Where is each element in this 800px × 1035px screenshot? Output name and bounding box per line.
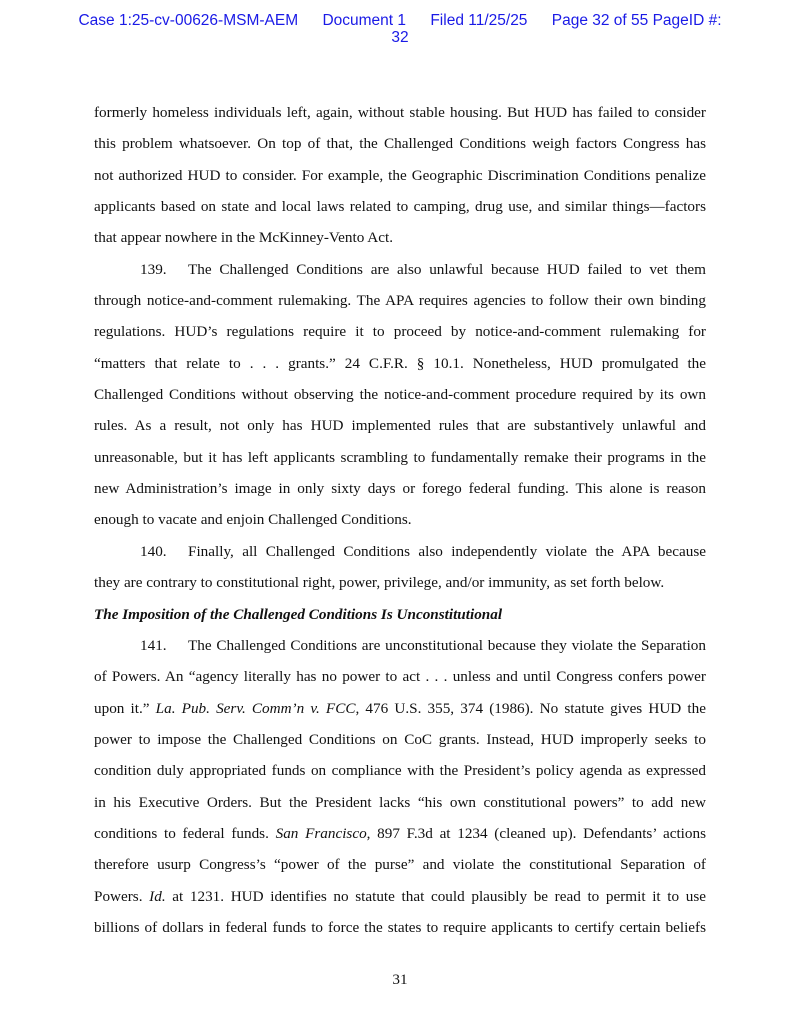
text-segment: “matters that relate to . . . grants.” 24 C.F.R. § 10.1. Nonetheless, HUD promulgated the bbox=[94, 354, 706, 372]
paragraph-number: 139. bbox=[140, 260, 167, 278]
paragraph-start-line bbox=[94, 254, 706, 285]
text-line bbox=[94, 222, 706, 253]
text-line bbox=[94, 97, 706, 128]
paragraph-number: 141. bbox=[140, 636, 167, 654]
document-body bbox=[94, 97, 706, 943]
text-line bbox=[94, 410, 706, 441]
case-number: Case 1:25-cv-00626-MSM-AEM bbox=[78, 12, 299, 29]
case-citation: La. Pub. Serv. Comm’n v. FCC bbox=[155, 699, 356, 717]
case-citation: San Francisco bbox=[275, 824, 367, 842]
document-number: Document 1 bbox=[322, 12, 407, 29]
text-line bbox=[94, 160, 706, 191]
text-segment: The Imposition of the Challenged Conditions Is Unconstitutional bbox=[94, 605, 503, 623]
text-segment: upon it.” bbox=[94, 699, 156, 717]
text-segment: they are contrary to constitutional right, power, privilege, and/or immunity, as set forth below. bbox=[94, 574, 665, 592]
text-segment: in his Executive Orders. But the President lacks “his own constitutional powers” to add new bbox=[94, 793, 706, 811]
text-line bbox=[94, 567, 706, 598]
text-line bbox=[94, 473, 706, 504]
text-segment: , 897 F.3d at 1234 (cleaned up). Defendants’ actions bbox=[366, 824, 706, 842]
text-segment: at 1231. HUD identifies no statute that could plausibly be read to permit it to use bbox=[165, 887, 707, 905]
text-segment: regulations. HUD’s regulations require it to proceed by notice-and-comment rulemaking for bbox=[94, 323, 706, 341]
text-segment: The Challenged Conditions are unconstitutional because they violate the Separation bbox=[188, 636, 706, 654]
text-line bbox=[94, 191, 706, 222]
text-segment: formerly homeless individuals left, again, without stable housing. But HUD has failed to consider bbox=[94, 104, 706, 121]
text-segment: through notice-and-comment rulemaking. The APA requires agencies to follow their own binding bbox=[94, 292, 706, 310]
text-line bbox=[94, 285, 706, 316]
text-line bbox=[94, 849, 706, 880]
paragraph-start-line bbox=[94, 536, 706, 567]
text-line bbox=[94, 661, 706, 692]
text-segment: The Challenged Conditions are also unlawful because HUD failed to vet them bbox=[188, 260, 706, 278]
text-line bbox=[94, 379, 706, 410]
filed-date: Filed 11/25/25 bbox=[430, 12, 528, 29]
text-segment: that appear nowhere in the McKinney-Vento Act. bbox=[94, 229, 394, 247]
text-segment: new Administration’s image in only sixty days or forego federal funding. This alone is reason bbox=[94, 480, 706, 498]
text-line bbox=[94, 348, 706, 379]
text-segment: unreasonable, but it has left applicants scrambling to fundamentally remake their programs in the bbox=[94, 448, 706, 466]
text-segment: Challenged Conditions without observing the notice-and-comment procedure required by its own bbox=[94, 386, 706, 404]
text-segment: Finally, all Challenged Conditions also independently violate the APA because bbox=[188, 542, 706, 560]
page-id: 32 bbox=[391, 29, 409, 46]
page-number: 31 bbox=[392, 971, 408, 988]
case-header bbox=[0, 12, 800, 46]
text-segment: this problem whatsoever. On top of that, the Challenged Conditions weigh factors Congress has bbox=[94, 135, 706, 153]
text-segment: rules. As a result, not only has HUD implemented rules that are substantively unlawful and bbox=[94, 417, 706, 435]
text-line bbox=[94, 755, 706, 786]
text-line bbox=[94, 693, 706, 724]
text-line bbox=[94, 724, 706, 755]
text-line bbox=[94, 787, 706, 818]
text-line bbox=[94, 818, 706, 849]
text-segment: power to impose the Challenged Conditions on CoC grants. Instead, HUD improperly seeks to bbox=[94, 730, 706, 748]
text-segment: not authorized HUD to consider. For example, the Geographic Discrimination Conditions penalize bbox=[94, 166, 706, 184]
text-segment: Powers. bbox=[94, 887, 150, 905]
paragraph-number: 140. bbox=[140, 542, 167, 560]
text-line bbox=[94, 912, 706, 943]
text-segment: applicants based on state and local laws related to camping, drug use, and similar things—factors bbox=[94, 198, 706, 216]
section-heading bbox=[94, 599, 706, 630]
text-line bbox=[94, 881, 706, 912]
text-segment: condition duly appropriated funds on compliance with the President’s policy agenda as expressed bbox=[94, 762, 706, 780]
text-line bbox=[94, 442, 706, 473]
text-segment: of Powers. An “agency literally has no power to act . . . unless and until Congress confers power bbox=[94, 668, 706, 686]
text-segment: therefore usurp Congress’s “power of the purse” and violate the constitutional Separation of bbox=[94, 856, 706, 874]
text-line bbox=[94, 504, 706, 535]
text-line bbox=[94, 128, 706, 159]
text-segment: enough to vacate and enjoin Challenged Conditions. bbox=[94, 511, 412, 529]
text-segment: , 476 U.S. 355, 374 (1986). No statute gives HUD the bbox=[355, 699, 706, 717]
page-info: Page 32 of 55 PageID #: bbox=[551, 12, 722, 29]
text-segment: billions of dollars in federal funds to force the states to require applicants to certify certain beliefs bbox=[94, 918, 706, 936]
text-line bbox=[94, 316, 706, 347]
case-citation: Id. bbox=[149, 887, 166, 905]
paragraph-start-line bbox=[94, 630, 706, 661]
text-segment: conditions to federal funds. bbox=[94, 824, 276, 842]
